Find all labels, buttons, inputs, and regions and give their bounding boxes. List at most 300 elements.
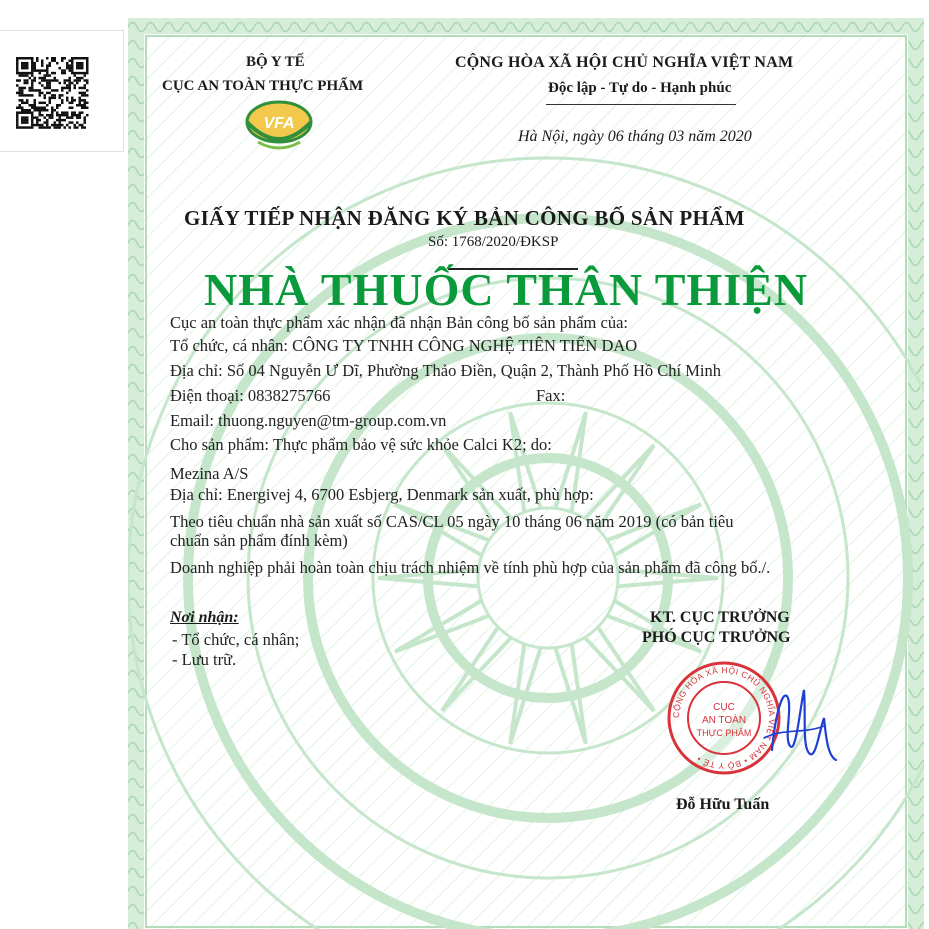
qr-module (19, 126, 22, 129)
qr-module (34, 62, 37, 64)
qr-module (34, 109, 37, 112)
qr-module (61, 72, 64, 75)
qr-module (69, 69, 72, 72)
qr-module (54, 59, 57, 62)
qr-module (29, 111, 32, 114)
qr-module (19, 107, 22, 110)
qr-module (51, 114, 54, 117)
qr-module (31, 126, 34, 129)
qr-module (54, 126, 57, 129)
qr-module (36, 57, 39, 60)
qr-module (74, 111, 77, 114)
qr-module (86, 89, 89, 92)
qr-module (71, 116, 74, 119)
qr-module (44, 107, 47, 110)
qr-module (46, 124, 49, 127)
qr-module (46, 109, 49, 112)
signer-name: Đỗ Hữu Tuấn (676, 796, 770, 813)
qr-module (21, 92, 24, 95)
qr-module (86, 72, 89, 75)
qr-module (54, 57, 57, 60)
brand-watermark: NHÀ THUỐC THÂN THIỆN (204, 264, 809, 315)
qr-module (21, 126, 24, 129)
qr-module (66, 67, 69, 70)
qr-module (61, 102, 64, 105)
qr-module (81, 107, 84, 110)
qr-module (39, 114, 42, 117)
qr-module (54, 89, 57, 92)
qr-module (21, 67, 24, 70)
qr-module (59, 104, 62, 107)
qr-module (34, 102, 37, 105)
qr-module (36, 121, 39, 124)
qr-module (31, 57, 34, 60)
qr-module (84, 94, 87, 97)
qr-module (16, 67, 19, 70)
qr-module (49, 116, 52, 119)
qr-module (59, 121, 62, 124)
qr-module (59, 114, 62, 117)
qr-module (41, 79, 44, 82)
qr-module (74, 114, 77, 117)
qr-module (84, 74, 87, 77)
qr-module (51, 72, 54, 75)
qr-module (36, 107, 39, 110)
qr-module (34, 69, 37, 72)
qr-module (19, 94, 22, 97)
qr-module (46, 72, 49, 75)
qr-module (76, 121, 79, 124)
certificate-document (128, 18, 924, 929)
qr-module (74, 72, 77, 75)
qr-module (21, 74, 24, 77)
qr-module (79, 116, 82, 119)
qr-module (76, 64, 79, 67)
qr-module (86, 59, 89, 62)
qr-module (51, 59, 54, 62)
logo-text: VFA (263, 115, 295, 132)
qr-module (31, 116, 34, 119)
qr-module (81, 57, 84, 60)
qr-module (81, 77, 84, 80)
qr-module (19, 79, 22, 82)
qr-module (21, 107, 24, 110)
qr-module (69, 87, 72, 90)
qr-module (16, 69, 19, 72)
qr-module (86, 57, 89, 60)
qr-module (81, 126, 84, 129)
qr-module (81, 67, 84, 70)
qr-module (24, 121, 27, 124)
qr-module (21, 109, 24, 112)
qr-module (36, 109, 39, 112)
qr-module (26, 74, 29, 77)
qr-module (79, 111, 82, 114)
qr-module (69, 64, 72, 67)
qr-module (74, 124, 77, 127)
qr-module (41, 84, 44, 87)
qr-module (21, 102, 24, 105)
qr-module (29, 104, 32, 107)
qr-module (84, 79, 87, 82)
qr-module (59, 126, 62, 129)
qr-module (59, 82, 62, 85)
qr-module (16, 92, 19, 95)
qr-module (31, 124, 34, 127)
qr-module (24, 87, 27, 90)
qr-module (41, 114, 44, 117)
qr-module (19, 92, 22, 95)
qr-module (39, 89, 42, 92)
qr-module (16, 114, 19, 117)
qr-module (71, 99, 74, 102)
qr-module (74, 87, 77, 90)
qr-module (26, 94, 29, 97)
qr-module (74, 99, 77, 102)
qr-module (29, 126, 32, 129)
qr-module (56, 89, 59, 92)
qr-module (71, 69, 74, 72)
qr-module (81, 92, 84, 95)
qr-module (31, 89, 34, 92)
qr-module (39, 102, 42, 105)
qr-module (74, 74, 77, 77)
qr-module (39, 107, 42, 110)
qr-module (36, 59, 39, 62)
qr-module (66, 116, 69, 119)
recipients-heading: Nơi nhận: (170, 609, 239, 626)
qr-module (31, 67, 34, 70)
qr-module (66, 99, 69, 102)
qr-module (46, 126, 49, 129)
qr-module (44, 109, 47, 112)
qr-module (24, 57, 27, 60)
qr-module (59, 124, 62, 127)
qr-module (69, 84, 72, 87)
qr-module (66, 62, 69, 64)
qr-module (69, 77, 72, 80)
qr-module (24, 79, 27, 82)
qr-module (31, 59, 34, 62)
qr-module (84, 104, 87, 107)
qr-module (21, 87, 24, 90)
qr-module (21, 111, 24, 114)
qr-module (66, 92, 69, 95)
fax-line: Fax: (536, 386, 566, 405)
qr-module (49, 84, 52, 87)
qr-module (26, 119, 29, 122)
qr-module (64, 69, 67, 72)
qr-module (41, 126, 44, 129)
qr-module (49, 64, 52, 67)
qr-module (24, 82, 27, 85)
qr-module (61, 119, 64, 122)
qr-module (16, 59, 19, 62)
qr-module (24, 64, 27, 67)
qr-module (61, 94, 64, 97)
qr-module (44, 97, 47, 100)
qr-module (46, 119, 49, 122)
national-motto: Độc lập - Tự do - Hạnh phúc (548, 80, 732, 96)
qr-module (54, 109, 57, 112)
qr-module (16, 124, 19, 127)
qr-module (44, 121, 47, 124)
qr-module (76, 116, 79, 119)
qr-module (84, 72, 87, 75)
qr-module (31, 121, 34, 124)
qr-module (84, 102, 87, 105)
qr-module (16, 64, 19, 67)
qr-module (69, 107, 72, 110)
qr-module (19, 104, 22, 107)
qr-module (76, 82, 79, 85)
qr-module (29, 94, 32, 97)
qr-module (19, 89, 22, 92)
qr-module (79, 62, 82, 64)
qr-module (84, 119, 87, 122)
qr-module (61, 69, 64, 72)
qr-module (79, 124, 82, 127)
qr-module (16, 126, 19, 129)
qr-module (61, 89, 64, 92)
qr-module (26, 121, 29, 124)
qr-module (54, 121, 57, 124)
qr-module (31, 74, 34, 77)
qr-module (84, 84, 87, 87)
qr-module (26, 62, 29, 64)
qr-module (16, 119, 19, 122)
qr-module (39, 126, 42, 129)
qr-module (56, 119, 59, 122)
qr-module (74, 126, 77, 129)
qr-module (41, 77, 44, 80)
qr-module (84, 107, 87, 110)
agency-name: CỤC AN TOÀN THỰC PHẨM (162, 78, 364, 94)
qr-module (46, 69, 49, 72)
manufacturer-address: Địa chỉ: Energivej 4, 6700 Esbjerg, Denmark sản xuất, phù hợp: (170, 485, 594, 504)
qr-module (54, 72, 57, 75)
standard-line-1: Theo tiêu chuẩn nhà sản xuất số CAS/CL 05 ngày 10 tháng 06 năm 2019 (có bản tiêu (170, 512, 734, 531)
qr-module (56, 111, 59, 114)
qr-module (21, 72, 24, 75)
qr-module (79, 64, 82, 67)
qr-module (21, 62, 24, 64)
qr-module (44, 69, 47, 72)
qr-module (34, 124, 37, 127)
qr-module (31, 94, 34, 97)
qr-module (54, 97, 57, 100)
qr-module (59, 94, 62, 97)
qr-module (69, 59, 72, 62)
qr-module (71, 97, 74, 100)
qr-module (76, 77, 79, 80)
qr-module (76, 57, 79, 60)
qr-module (79, 104, 82, 107)
qr-module (71, 111, 74, 114)
qr-module (71, 64, 74, 67)
qr-module (81, 99, 84, 102)
qr-module (79, 102, 82, 105)
qr-module (26, 109, 29, 112)
qr-module (59, 119, 62, 122)
vfa-logo-icon (234, 96, 324, 158)
qr-module (61, 114, 64, 117)
qr-module (26, 72, 29, 75)
qr-module (69, 102, 72, 105)
qr-module (24, 94, 27, 97)
qr-module (39, 77, 42, 80)
qr-module (26, 102, 29, 105)
qr-module (44, 87, 47, 90)
qr-module (44, 126, 47, 129)
qr-module (79, 114, 82, 117)
qr-module (71, 82, 74, 85)
intro-text: Cục an toàn thực phẩm xác nhận đã nhận Bản công bố sản phẩm của: (170, 313, 628, 332)
qr-module (66, 64, 69, 67)
qr-module (46, 92, 49, 95)
qr-module (84, 121, 87, 124)
stamp-ring-text: CỘNG HÒA XÃ HỘI CHỦ NGHĨA VIỆT NAM • BỘ Y TẾ • (670, 664, 778, 772)
qr-module (51, 124, 54, 127)
qr-module (84, 57, 87, 60)
qr-module (56, 107, 59, 110)
qr-module (71, 72, 74, 75)
qr-module (19, 72, 22, 75)
qr-module (86, 64, 89, 67)
qr-module (29, 109, 32, 112)
qr-module (86, 69, 89, 72)
qr-module (81, 94, 84, 97)
qr-module (79, 67, 82, 70)
qr-module (71, 59, 74, 62)
qr-module (64, 72, 67, 75)
qr-module (21, 116, 24, 119)
qr-module (46, 64, 49, 67)
qr-module (79, 99, 82, 102)
qr-module (46, 84, 49, 87)
qr-module (86, 102, 89, 105)
qr-module (19, 57, 22, 60)
qr-module (81, 87, 84, 90)
phone-line: Điện thoại: 0838275766 (170, 386, 331, 405)
qr-module (81, 124, 84, 127)
qr-module (84, 92, 87, 95)
qr-module (64, 114, 67, 117)
ministry-name: BỘ Y TẾ (246, 54, 305, 70)
qr-module (16, 57, 19, 60)
qr-module (86, 94, 89, 97)
qr-module (69, 126, 72, 129)
qr-module (49, 92, 52, 95)
qr-module (61, 59, 64, 62)
document-title: GIẤY TIẾP NHẬN ĐĂNG KÝ BẢN CÔNG BỐ SẢN PHẨM (184, 206, 745, 230)
qr-module (66, 124, 69, 127)
qr-module (64, 111, 67, 114)
qr-module (31, 111, 34, 114)
qr-module (81, 62, 84, 64)
qr-module (31, 119, 34, 122)
qr-module (21, 64, 24, 67)
qr-module (44, 116, 47, 119)
qr-module (56, 124, 59, 127)
qr-module (34, 89, 37, 92)
qr-module (66, 79, 69, 82)
qr-module (66, 87, 69, 90)
qr-module (64, 82, 67, 85)
qr-module (21, 121, 24, 124)
qr-module (31, 79, 34, 82)
qr-module (66, 84, 69, 87)
qr-module (39, 92, 42, 95)
qr-module (56, 104, 59, 107)
qr-module (24, 72, 27, 75)
qr-module (46, 57, 49, 60)
qr-module (26, 116, 29, 119)
qr-module (64, 126, 67, 129)
qr-module (76, 79, 79, 82)
qr-module (74, 84, 77, 87)
qr-module (51, 79, 54, 82)
qr-module (26, 67, 29, 70)
qr-module (66, 111, 69, 114)
qr-module (24, 126, 27, 129)
qr-module (24, 119, 27, 122)
qr-module (79, 92, 82, 95)
qr-module (39, 124, 42, 127)
qr-module (39, 82, 42, 85)
qr-module (31, 72, 34, 75)
qr-module (69, 89, 72, 92)
qr-module (76, 67, 79, 70)
qr-module (86, 79, 89, 82)
qr-module (16, 121, 19, 124)
qr-module (71, 57, 74, 60)
qr-module (34, 104, 37, 107)
qr-module (46, 67, 49, 70)
qr-module (61, 111, 64, 114)
qr-module (64, 79, 67, 82)
qr-module (51, 94, 54, 97)
qr-module (69, 79, 72, 82)
qr-module (41, 109, 44, 112)
qr-module (31, 64, 34, 67)
qr-module (79, 77, 82, 80)
qr-module (56, 126, 59, 129)
stamp-center-line: AN TOÀN (701, 715, 747, 726)
qr-module (31, 82, 34, 85)
signer-title-2: PHÓ CỤC TRƯỞNG (642, 629, 791, 646)
qr-module (61, 124, 64, 127)
qr-module (24, 109, 27, 112)
qr-module (56, 79, 59, 82)
qr-module (64, 57, 67, 60)
qr-module (36, 69, 39, 72)
qr-module (51, 111, 54, 114)
manufacturer-name: Mezina A/S (170, 464, 249, 483)
qr-module (49, 79, 52, 82)
qr-module (24, 111, 27, 114)
qr-module (69, 121, 72, 124)
qr-module (29, 87, 32, 90)
qr-module (69, 116, 72, 119)
qr-module (64, 87, 67, 90)
qr-module (86, 62, 89, 64)
qr-module (24, 116, 27, 119)
qr-module (31, 107, 34, 110)
qr-module (54, 94, 57, 97)
qr-module (79, 79, 82, 82)
qr-module (39, 111, 42, 114)
